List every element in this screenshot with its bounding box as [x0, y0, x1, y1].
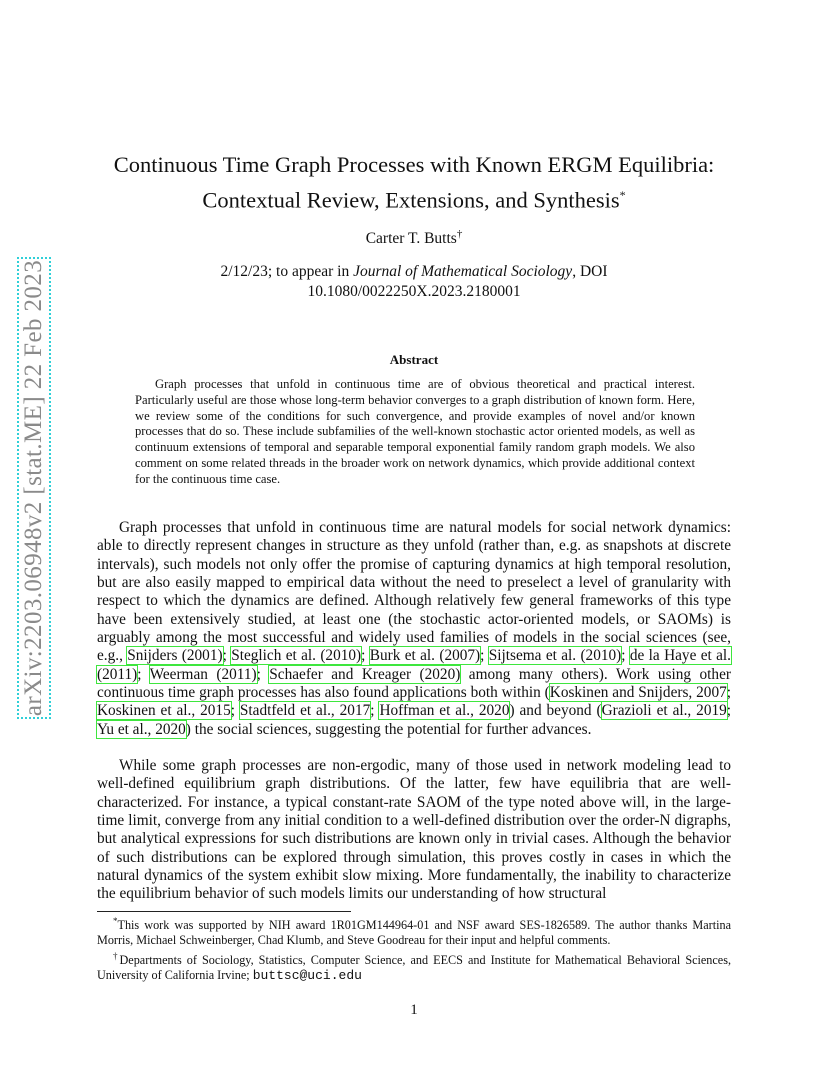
text-run: ) and beyond ( — [509, 702, 602, 720]
citation-link[interactable]: Grazioli et al., 2019 — [601, 702, 727, 720]
footnote-1-mark: * — [113, 916, 118, 926]
text-run: ) the social sciences, suggesting the potential for further advances. — [185, 720, 592, 738]
text-run: Graph processes that unfold in continuous time are natural models for social network dynamics: able to directly represent changes in structure as they unfold (rather than, e.g. as snapshots at discrete intervals), such models not only offer the promise of capturing dynamics at high temporal resolution, but are also easily mapped to empirical data without the need to preselect a level of granularity with respect to which the dynamics are defined. Although relatively few general frameworks of this type have been extensively studied, at least one (the stochastic actor-oriented models, or SAOMs) is arguably among the most successful and widely used families of models in the social sciences (see, e.g., — [97, 519, 731, 665]
citation-link[interactable]: Yu et al., 2020 — [97, 720, 186, 738]
citation-link[interactable]: Koskinen and Snijders, 2007 — [549, 684, 727, 702]
publication-info — [96, 262, 732, 302]
footnote-2 — [97, 949, 731, 984]
citation-link[interactable]: Snijders (2001) — [127, 647, 223, 665]
footnote-2-mark: † — [113, 950, 120, 961]
text-run: ; — [361, 647, 370, 665]
text-run: ; — [137, 665, 150, 683]
page-number: 1 — [410, 1002, 418, 1018]
text-run: ; — [256, 665, 270, 683]
citation-link[interactable]: Burk et al. (2007) — [369, 647, 481, 665]
abstract-text: Graph processes that unfold in continuous time are of obvious theoretical and practical interest. Particularly useful are those whose long-term behavior converges to a graph distribution of known form. Here, we review some of the conditions for such convergence, and provide examples of novel and/or known processes that do so. These include subfamilies of the well-known stochastic actor oriented models, as well as continuum extensions of temporal and separable temporal exponential family random graph models. We also comment on some related threads in the broader work on network dynamics, which provide additional context for the continuous time case. — [135, 377, 695, 486]
text-run: ; — [726, 684, 731, 702]
citation-link[interactable]: Hoffman et al., 2020 — [379, 702, 510, 720]
abstract-heading: Abstract — [389, 352, 439, 367]
text-run: ; — [726, 702, 732, 720]
title-line-2: Contextual Review, Extensions, and Synthesis — [202, 187, 620, 213]
intro-paragraph-2: While some graph processes are non-ergodic, many of those used in network modeling lead to well-defined equilibrium graph distributions. Of the latter, few have equilibria that are well-characterized. For instance, a typical constant-rate SAOM of the type noted above will, in the large-time limit, converge from any initial condition to a well-defined distribution over the order-N digraphs, but analytical expressions for such distributions are known only in trivial cases. Although the behavior of such distributions can be explored through simulation, this proves costly in cases in which the natural dynamics of the system exhibit slow mixing. More fundamentally, the inability to characterize the equilibrium behavior of such models limits our understanding of how structural — [97, 757, 731, 903]
title-line-1: Continuous Time Graph Processes with Known ERGM Equilibria: — [113, 152, 715, 177]
author-name — [96, 228, 732, 248]
citation-link[interactable]: Sijtsema et al. (2010) — [488, 647, 622, 665]
paper-title — [96, 150, 732, 216]
citation-link[interactable]: Weerman (2011) — [149, 665, 257, 683]
arxiv-identifier-link[interactable]: arXiv:2203.06948v2 [stat.ME] 22 Feb 2023 — [18, 258, 50, 718]
citation-link[interactable]: Schaefer and Kreager (2020) — [269, 665, 461, 683]
footnote-divider — [97, 911, 351, 912]
footnotes — [97, 914, 731, 984]
doi-prefix: , DOI — [572, 263, 608, 280]
intro-paragraph-1 — [97, 519, 731, 739]
text-run: among many others). Work using other continuous time graph processes has also found applications both within ( — [97, 665, 731, 702]
citation-link[interactable]: Koskinen et al., 2015 — [97, 702, 231, 720]
footnote-1-text: This work was supported by NIH award 1R01GM144964-01 and NSF award SES-1826589. The author thanks Martina Morris, Michael Schweinberger, Chad Klumb, and Steve Goodreau for their input and helpful comments. — [97, 918, 731, 948]
title-footnote-mark[interactable]: * — [619, 188, 626, 202]
footnote-1 — [97, 914, 731, 949]
citation-link[interactable]: Stadtfeld et al., 2017 — [239, 702, 371, 720]
journal-name: Journal of Mathematical Sociology — [353, 263, 573, 280]
citation-link[interactable]: de la Haye et al. (2011) — [97, 647, 731, 683]
footnote-2-text: Departments of Sociology, Statistics, Computer Science, and EECS and Institute for Mathematical Behavioral Sciences, University of California Irvine; — [97, 952, 731, 983]
author-label: Carter T. Butts — [365, 230, 457, 248]
doi-value: 10.1080/0022250X.2023.2180001 — [307, 283, 521, 300]
text-run: ; — [480, 647, 489, 665]
date-prefix: 2/12/23; to appear in — [220, 263, 354, 280]
text-run: ; — [230, 702, 240, 720]
author-footnote-mark[interactable]: † — [456, 228, 463, 240]
citation-link[interactable]: Steglich et al. (2010) — [231, 647, 362, 665]
text-run: ; — [370, 702, 380, 720]
text-run: ; — [222, 647, 232, 665]
author-email-link[interactable]: buttsc@uci.edu — [252, 968, 362, 984]
text-run: ; — [621, 647, 630, 665]
